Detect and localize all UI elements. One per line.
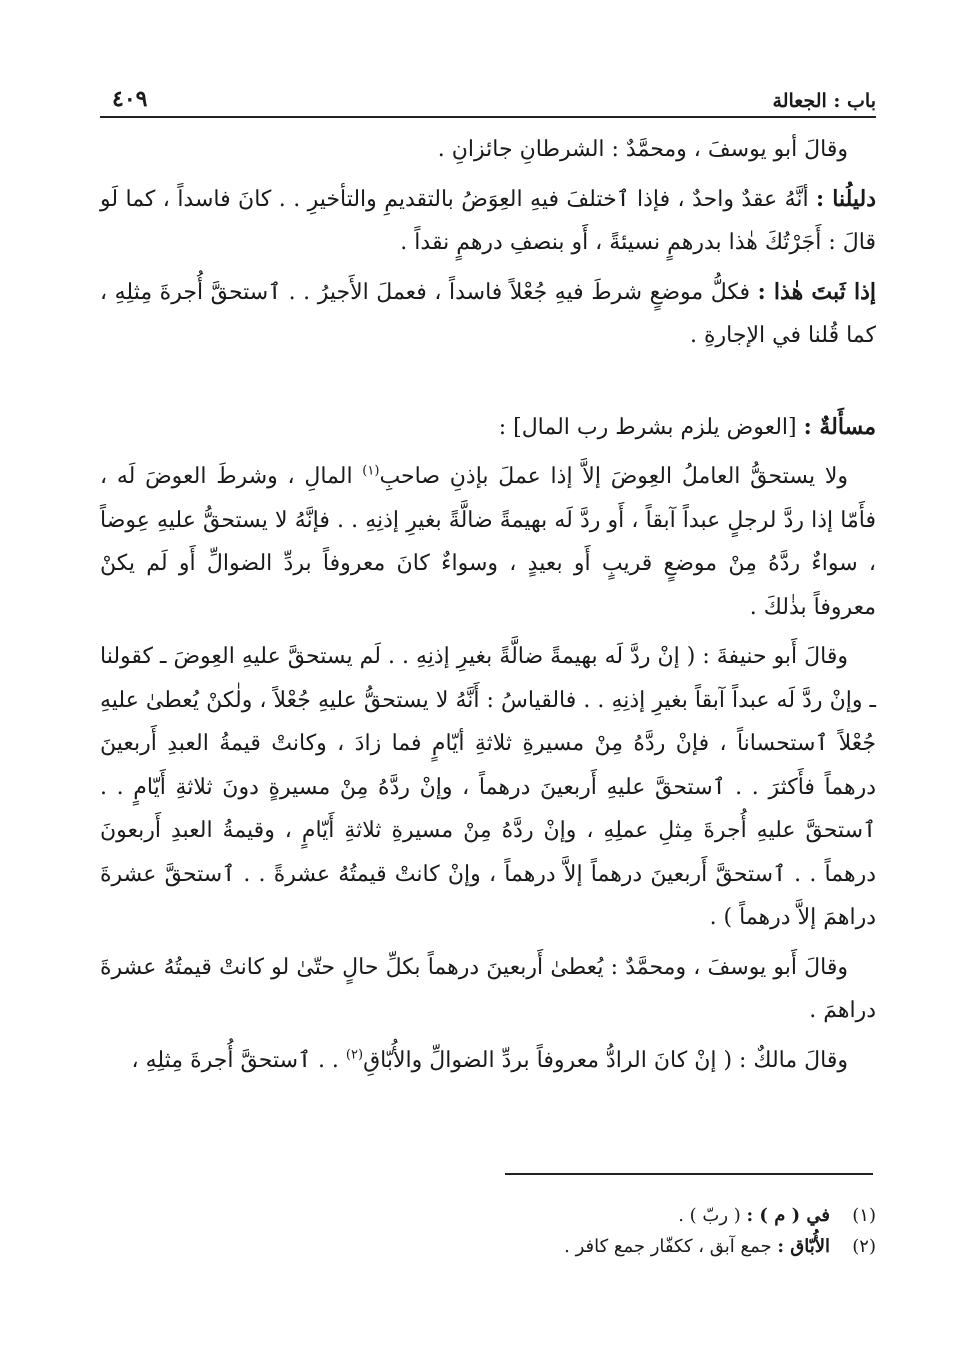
paragraph-7: وقالَ أَبو يوسفَ ، ومحمَّدٌ : يُعطىٰ أَربعينَ درهماً بكلِّ حالٍ حتّىٰ لو كانتْ قيمتُهُ عشرةَ دراهمَ . <box>100 954 876 1023</box>
issue-heading <box>100 406 876 450</box>
issue-heading-text: [العوض يلزم بشرط رب المال] : <box>498 414 804 440</box>
paragraph-8-part-a: وقالَ مالكٌ : ( إنْ كانَ الرادُّ معروفاً بردِّ الضوالِّ والأُبّاقِ <box>363 1047 848 1073</box>
section-spacer <box>100 358 876 406</box>
chapter-title: باب : الجعالة <box>772 90 876 112</box>
footnote-text: جمع آبق ، ككفّار جمع كافر . <box>564 1236 778 1257</box>
footnote-ref-2[interactable]: (٢) <box>345 1047 364 1063</box>
paragraph-8-part-b: . . ٱستحقَّ أُجرةَ مِثلِهِ ، <box>131 1047 346 1073</box>
issue-heading-lead: مسأَلةٌ : <box>803 413 876 440</box>
running-header <box>100 78 876 118</box>
footnote-divider <box>505 1173 873 1175</box>
paragraph-2 <box>100 178 876 265</box>
paragraph-3-text: فكلُّ موضعٍ شرطَ فيهِ جُعْلاً فاسداً ، فعملَ الأَجيرُ . . ٱستحقَّ أُجرةَ مِثلِهِ ، كما قُلنا في الإجارةِ . <box>100 279 876 348</box>
paragraph-8 <box>100 1039 876 1083</box>
paragraph-5-part-a: ولا يستحقُّ العاملُ العِوضَ إلاَّ إذا عملَ بإذنِ صاحبِ <box>379 464 848 489</box>
footnote-number: (٢) <box>852 1236 876 1257</box>
paragraph-6: وقالَ أَبو حنيفةَ : ( إنْ ردَّ لَه بهيمةً ضالَّةً بغيرِ إذنِهِ . . لَم يستحقَّ عليهِ العِوضَ ـ كقولنا ـ وإنْ ردَّ لَه عبداً آبقاً بغيرِ إذنِهِ . . فالقياسُ : أَنَّهُ لا يستحقُّ عليهِ جُعْلاً ، ولٰكنْ يُعطىٰ عليهِ جُعْلاً ٱستحساناً ، فإنْ ردَّهُ مِنْ مسيرةِ ثلاثةِ أيّامٍ فما زادَ ، وكانتْ قيمةُ العبدِ أَربعينَ درهماً فأَكثرَ . . ٱستحقَّ عليهِ أَربعينَ درهماً ، وإنْ ردَّهُ مِنْ مسيرةٍ دونَ ثلاثةِ أَيّامٍ . . ٱستحقَّ عليهِ أُجرةَ مِثلِ عملِهِ ، وإنْ ردَّهُ مِنْ مسيرةِ ثلاثةِ أَيّامٍ ، وقيمةُ العبدِ أَربعونَ درهماً . . ٱستحقَّ أَربعينَ درهماً إلاَّ درهماً ، وإنْ كانتْ قيمتُهُ عشرةً . . ٱستحقَّ عشرةَ دراهمَ إلاَّ درهماً ) . <box>100 644 876 930</box>
footnote-2 <box>100 1231 876 1262</box>
paragraph-3-lead: إذا ثَبتَ هٰذا : <box>757 278 876 305</box>
footnote-label: في ( م ) : <box>746 1205 830 1226</box>
footnote-label: الأُبّاق : <box>777 1236 830 1257</box>
paragraph-5-part-b: المالِ ، وشرطَ العوضَ لَه ، فأَمّا إذا ردَّ لرجلٍ عبداً آبقاً ، أَو ردَّ لَه بهيمةً ضالَّةً بغيرِ إذنِهِ . . فإنَّهُ لا يستحقُّ عليهِ عِوضاً ، سواءٌ ردَّهُ مِنْ موضعٍ قريبٍ أَو بعيدٍ ، وسواءٌ كانَ معروفاً بردِّ الضوالِّ أَو لَم يكنْ معروفاً بذٰلكَ . <box>100 464 876 620</box>
footnote-text: ( ربّ ) . <box>678 1205 747 1226</box>
paragraph-2-text: أنَّهُ عقدٌ واحدٌ ، فإذا ٱختلفَ فيهِ العِوَضُ بالتقديمِ والتأخيرِ . . كانَ فاسداً ، كما لَو قالَ : أَجَرْتُكَ هٰذا بدرهمٍ نسيئةً ، أَو بنصفِ درهمٍ نقداً . <box>100 186 876 255</box>
paragraph-3 <box>100 271 876 358</box>
footnotes <box>100 1200 876 1262</box>
paragraph-1: وقالَ أبو يوسفَ ، ومحمَّدٌ : الشرطانِ جائزانِ . <box>437 137 848 162</box>
footnote-ref-1[interactable]: (١) <box>362 463 380 479</box>
footnote-1 <box>100 1200 876 1231</box>
book-page <box>100 78 876 1082</box>
page-body <box>100 128 876 1082</box>
page-number: ٤٠٩ <box>112 86 148 112</box>
paragraph-2-lead: دليلُنا : <box>816 185 876 212</box>
paragraph-5 <box>100 455 876 629</box>
footnote-number: (١) <box>852 1205 876 1226</box>
